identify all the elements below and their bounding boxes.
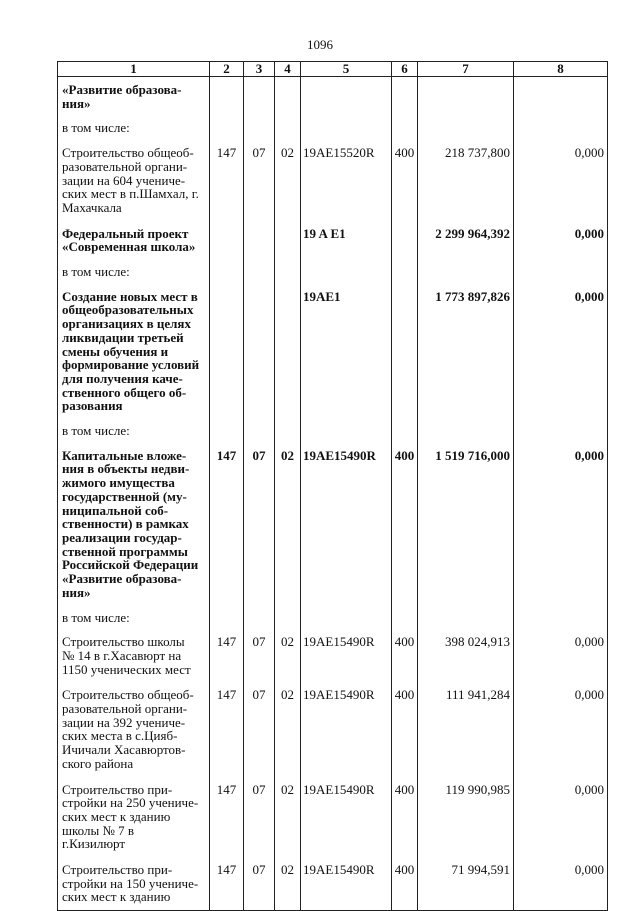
row-description: Создание новых мест в общеобразовательных организациях в целях ликвидации третьей смены обучения и формирование условий для получения каче- ственного общего об- разования [58,284,210,419]
table-row [58,116,608,140]
row-subsection-code [275,260,301,284]
row-amount-second: 0,000 [514,682,608,776]
row-expense-type-code: 400 [392,629,418,682]
table-row [58,606,608,630]
table-body [58,77,608,911]
row-ministry-code: 147 [210,443,244,606]
row-amount-second: 0,000 [514,777,608,858]
table-row [58,777,608,858]
row-description: Строительство школы № 14 в г.Хасавюрт на 1150 ученических мест [58,629,210,682]
column-header: 3 [244,62,275,77]
row-subsection-code: 02 [275,777,301,858]
row-ministry-code [210,419,244,443]
row-expense-type-code [392,606,418,630]
column-header: 4 [275,62,301,77]
row-description: в том числе: [58,606,210,630]
row-amount-second: 0,000 [514,443,608,606]
row-ministry-code [210,284,244,419]
row-amount: 119 990,985 [418,777,514,858]
row-expense-type-code: 400 [392,777,418,858]
row-section-code: 07 [244,682,275,776]
row-description: в том числе: [58,260,210,284]
column-header: 2 [210,62,244,77]
row-section-code [244,419,275,443]
row-amount-second [514,260,608,284]
row-amount: 398 024,913 [418,629,514,682]
row-amount-second [514,606,608,630]
row-expense-type-code: 400 [392,857,418,911]
row-section-code: 07 [244,777,275,858]
row-amount [418,116,514,140]
row-section-code: 07 [244,857,275,911]
row-subsection-code: 02 [275,682,301,776]
row-amount: 1 519 716,000 [418,443,514,606]
row-description: Капитальные вложе- ния в объекты недви- жимого имущества государственной (му- ниципальной соб- ственности) в рамках реализации государ- ственной программы Российской Федерации «Развитие образова- ния» [58,443,210,606]
table-row [58,284,608,419]
row-expense-type-code [392,221,418,260]
column-header: 1 [58,62,210,77]
row-description: в том числе: [58,419,210,443]
row-amount [418,419,514,443]
row-description: в том числе: [58,116,210,140]
row-expense-type-code [392,419,418,443]
row-ministry-code [210,116,244,140]
column-header: 6 [392,62,418,77]
row-target-item-code: 19AE1 [301,284,392,419]
row-amount [418,260,514,284]
row-subsection-code: 02 [275,443,301,606]
row-target-item-code: 19AE15490R [301,629,392,682]
row-description: Строительство общеоб- разовательной органи- зации на 604 учениче- ских мест в п.Шамхал, г. Махачкала [58,140,210,221]
row-amount: 71 994,591 [418,857,514,911]
table-row [58,140,608,221]
row-section-code [244,606,275,630]
budget-table [57,61,608,911]
table-row [58,260,608,284]
row-amount: 2 299 964,392 [418,221,514,260]
table-row [58,221,608,260]
row-amount-second: 0,000 [514,140,608,221]
row-subsection-code: 02 [275,629,301,682]
row-expense-type-code: 400 [392,682,418,776]
row-description: Строительство общеоб- разовательной органи- зации на 392 учениче- ских места в с.Цияб- Ичичали Хасавюртов- ского района [58,682,210,776]
row-target-item-code: 19AE15520R [301,140,392,221]
row-target-item-code [301,606,392,630]
row-ministry-code [210,260,244,284]
row-target-item-code: 19AE15490R [301,682,392,776]
table-row [58,443,608,606]
row-expense-type-code: 400 [392,443,418,606]
table-row [58,419,608,443]
column-header: 7 [418,62,514,77]
row-expense-type-code [392,77,418,117]
row-target-item-code [301,260,392,284]
table-row [58,682,608,776]
row-ministry-code: 147 [210,777,244,858]
row-target-item-code: 19AE15490R [301,777,392,858]
row-section-code [244,116,275,140]
row-ministry-code: 147 [210,857,244,911]
row-amount-second: 0,000 [514,857,608,911]
row-subsection-code: 02 [275,140,301,221]
table-row [58,857,608,911]
row-amount: 111 941,284 [418,682,514,776]
row-expense-type-code: 400 [392,140,418,221]
row-amount: 218 737,800 [418,140,514,221]
row-expense-type-code [392,116,418,140]
row-ministry-code [210,77,244,117]
row-expense-type-code [392,260,418,284]
row-target-item-code: 19AE15490R [301,857,392,911]
page-number: 1096 [307,37,333,52]
row-section-code [244,260,275,284]
row-amount-second: 0,000 [514,221,608,260]
row-target-item-code [301,116,392,140]
row-description: «Развитие образова- ния» [58,77,210,117]
row-subsection-code [275,606,301,630]
row-section-code: 07 [244,629,275,682]
row-amount-second [514,419,608,443]
row-ministry-code [210,221,244,260]
row-subsection-code [275,77,301,117]
row-section-code: 07 [244,140,275,221]
table-row [58,629,608,682]
row-target-item-code: 19AE15490R [301,443,392,606]
column-header: 5 [301,62,392,77]
row-ministry-code: 147 [210,682,244,776]
row-ministry-code: 147 [210,629,244,682]
header-row [58,62,608,77]
row-description: Строительство при- стройки на 150 учениче- ских мест к зданию [58,857,210,911]
row-section-code: 07 [244,443,275,606]
row-target-item-code [301,77,392,117]
row-subsection-code: 02 [275,857,301,911]
row-section-code [244,284,275,419]
row-ministry-code: 147 [210,140,244,221]
row-amount [418,606,514,630]
row-expense-type-code [392,284,418,419]
row-section-code [244,221,275,260]
row-amount-second [514,116,608,140]
row-subsection-code [275,419,301,443]
row-target-item-code [301,419,392,443]
row-description: Федеральный проект «Современная школа» [58,221,210,260]
row-amount-second [514,77,608,117]
row-subsection-code [275,221,301,260]
column-header: 8 [514,62,608,77]
row-amount [418,77,514,117]
table-row [58,77,608,117]
row-amount: 1 773 897,826 [418,284,514,419]
row-section-code [244,77,275,117]
row-ministry-code [210,606,244,630]
row-target-item-code: 19 A E1 [301,221,392,260]
row-subsection-code [275,116,301,140]
row-amount-second: 0,000 [514,284,608,419]
row-amount-second: 0,000 [514,629,608,682]
row-description: Строительство при- стройки на 250 учениче- ских мест к зданию школы № 7 в г.Кизилюрт [58,777,210,858]
row-subsection-code [275,284,301,419]
